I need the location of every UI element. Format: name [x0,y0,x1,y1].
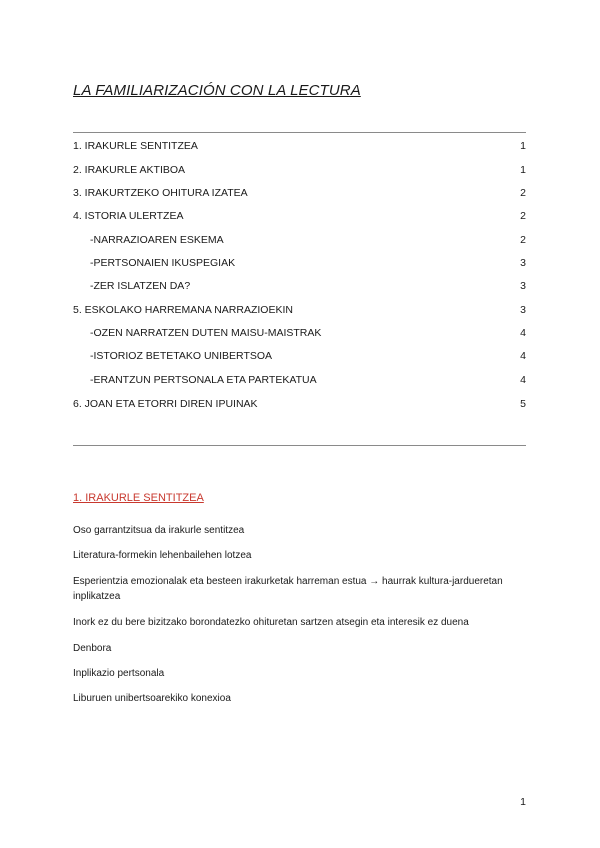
toc-item-label: -ERANTZUN PERTSONALA ETA PARTEKATUA [90,374,317,386]
page-number: 1 [520,796,526,808]
toc-item[interactable] [73,209,526,223]
toc-item-page: 2 [520,234,526,246]
toc-item-label: -PERTSONAIEN IKUSPEGIAK [90,257,236,269]
toc-item-label: 5. ESKOLAKO HARREMANA NARRAZIOEKIN [73,304,293,316]
toc-item-page: 3 [520,280,526,292]
toc-item-page: 4 [520,374,526,386]
paragraph: Esperientzia emozionalak eta besteen irakurketak harreman estua → haurrak kultura-jardueretan inplikatzea [73,576,503,602]
toc-subitem[interactable] [73,326,526,340]
toc-subitem[interactable] [73,373,526,387]
toc-item-page: 3 [520,304,526,316]
paragraph: Oso garrantzitsua da irakurle sentitzea [73,525,245,536]
toc-subitem[interactable] [73,279,526,293]
toc-item-label: 6. JOAN ETA ETORRI DIREN IPUINAK [73,398,258,410]
toc-item-page: 1 [520,140,526,152]
paragraph: Denbora [73,643,112,654]
paragraph: Literatura-formekin lehenbailehen lotzea [73,550,252,561]
toc-item-page: 2 [520,210,526,222]
document-title: LA FAMILIARIZACIÓN CON LA LECTURA [73,82,361,99]
toc-item-page: 3 [520,257,526,269]
toc-item-page: 5 [520,398,526,410]
toc-item[interactable] [73,139,526,153]
toc-subitem[interactable] [73,349,526,363]
paragraph: Inork ez du bere bizitzako borondatezko ohituretan sartzen atsegin eta interesik ez duena [73,617,469,628]
toc-item-page: 4 [520,327,526,339]
section-heading: 1. IRAKURLE SENTITZEA [73,492,204,504]
toc-subitem[interactable] [73,233,526,247]
toc-item[interactable] [73,163,526,177]
divider-top [73,132,526,133]
toc-item-label: -ISTORIOZ BETETAKO UNIBERTSOA [90,350,273,362]
toc-item[interactable] [73,303,526,317]
toc-item-label: 1. IRAKURLE SENTITZEA [73,140,198,152]
paragraph: Liburuen unibertsoarekiko konexioa [73,693,231,704]
toc-item-label: 3. IRAKURTZEKO OHITURA IZATEA [73,187,248,199]
toc-item-label: -NARRAZIOAREN ESKEMA [90,234,224,246]
toc-item-page: 2 [520,187,526,199]
toc-item-page: 4 [520,350,526,362]
toc-item-label: -ZER ISLATZEN DA? [90,280,191,292]
toc-item-page: 1 [520,164,526,176]
toc-subitem[interactable] [73,256,526,270]
divider-bottom [73,445,526,446]
toc-item[interactable] [73,186,526,200]
paragraph: Inplikazio pertsonala [73,668,165,679]
toc-item-label: -OZEN NARRATZEN DUTEN MAISU-MAISTRAK [90,327,322,339]
toc-item[interactable] [73,397,526,411]
toc-item-label: 4. ISTORIA ULERTZEA [73,210,184,222]
toc-item-label: 2. IRAKURLE AKTIBOA [73,164,186,176]
